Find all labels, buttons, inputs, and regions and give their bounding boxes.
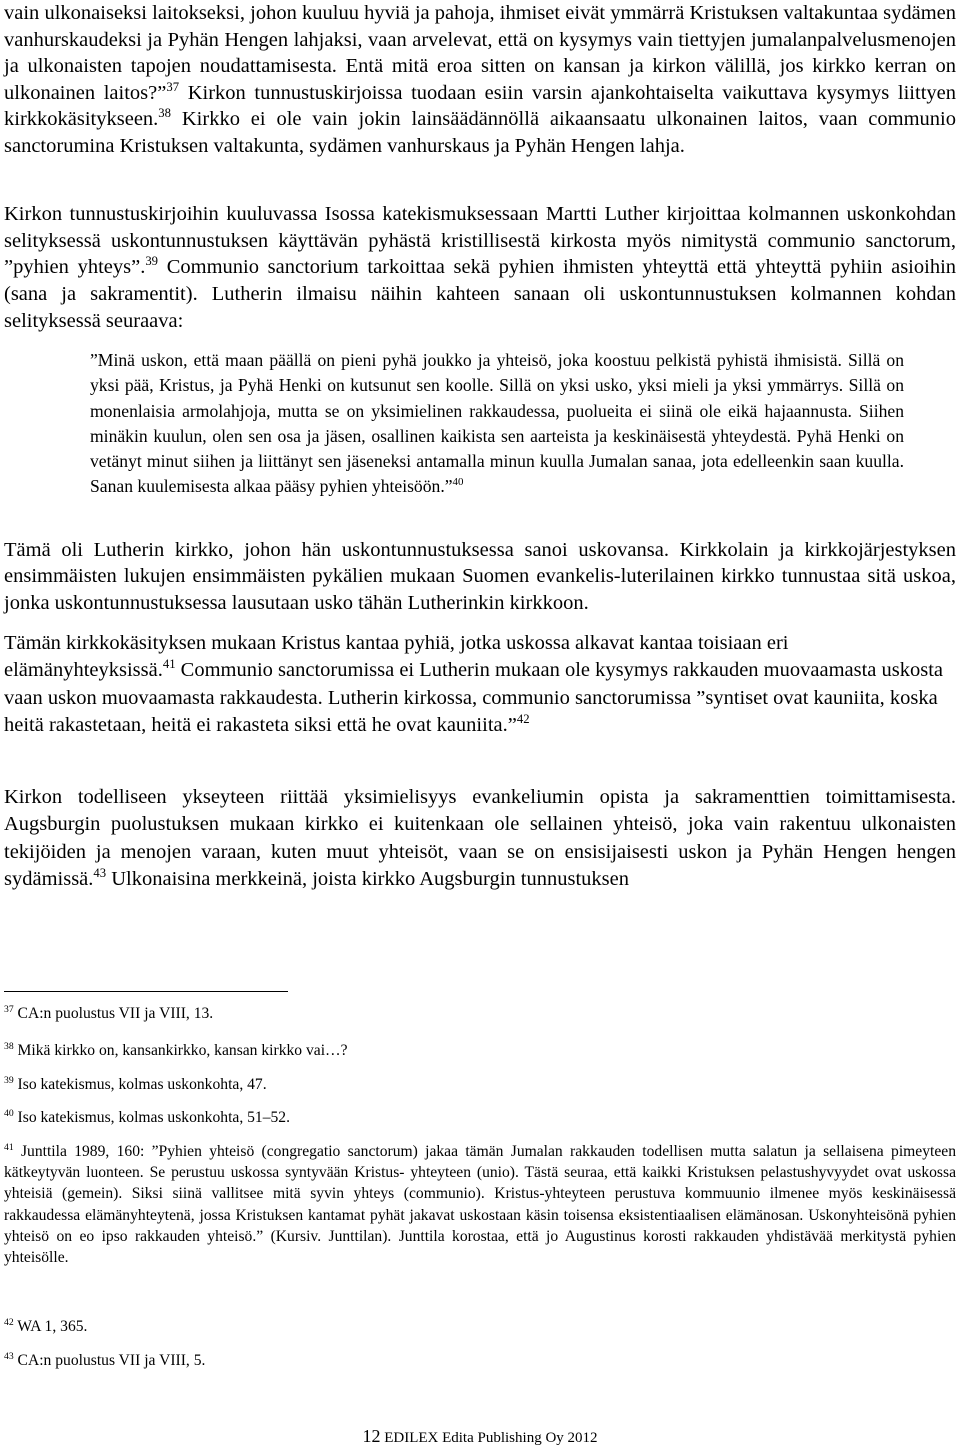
paragraph-text: Communio sanctorumissa ei Lutherin mukaan ole kysymys rakkauden muovaamasta uskosta vaan uskon muovaamasta rakkaudesta. Lutherin kirkossa, communio sanctorumissa ”syntiset ovat kauniita, koska heitä rakastetaan, heitä ei rakasteta siksi että he ovat kauniita.”	[4, 659, 944, 737]
paragraph-text: Kirkon tunnustuskirjoissa tuodaan esiin varsin ajankohtaiselta vaikuttava kysymys liittyen kirkkokäsitykseen.	[4, 81, 956, 130]
page-number: 12	[362, 1426, 381, 1446]
paragraph-5	[4, 784, 956, 894]
footnote-text: CA:n puolustus VII ja VIII, 13.	[13, 1005, 214, 1022]
paragraph-text: Kirkon tunnustuskirjoihin kuuluvassa Isossa katekismuksessaan Martti Luther kirjoittaa kolmannen uskonkohdan selityksessä uskontunnustuksen käyttävän pyhästä kristillisestä kirkosta myös nimitystä communio sanctorum, ”pyhien yhteys”.	[4, 203, 956, 279]
footnote-ref-41[interactable]: 41	[162, 657, 176, 672]
footnote-ref-43[interactable]: 43	[93, 866, 107, 881]
footnote-separator	[4, 991, 288, 992]
footnote-42	[4, 1316, 956, 1338]
footnote-ref-42[interactable]: 42	[516, 712, 530, 727]
paragraph-text: Communio sanctorium tarkoittaa sekä pyhien ihmisten yhteyttä että yhteyttä pyhiin asioihin (sana ja sakramentit). Lutherin ilmaisu näihin kahteen sanaan oli uskontunnustuksen kolmannen kohdan selityksessä seuraava:	[4, 256, 957, 332]
footnote-ref-40[interactable]: 40	[452, 476, 464, 489]
footnote-ref-39[interactable]: 39	[145, 254, 159, 269]
footnote-number: 43	[4, 1350, 14, 1362]
footnote-text: Mikä kirkko on, kansankirkko, kansan kirkko vai…?	[13, 1042, 348, 1059]
paragraph-text: Kirkon todelliseen ykseyteen riittää yksimielisyys evankeliumin opista ja sakramenttien toimittamisesta. Augsburgin puolustuksen mukaan kirkko ei kuitenkaan ole sellainen yhteisö, joka vain rakentuu ulkonaisten tekijöiden ja menojen varaan, kuten muut yhteisöt, vaan se on ensisijaisesti uskon ja Pyhän Hengen hengen sydämissä.	[4, 786, 956, 891]
footnote-43	[4, 1350, 956, 1372]
footnote-number: 42	[4, 1316, 14, 1328]
footnote-text: WA 1, 365.	[13, 1318, 88, 1335]
paragraph-2	[4, 201, 956, 335]
footnote-text: Junttila 1989, 160: ”Pyhien yhteisö (congregatio sanctorum) jakaa tämän Jumalan rakkauden todellisen mutta salatun ja sellaisena pimeyteen kätkeytyvän luonteen. Se perustuu uskossa syntyvään Kristus- yhteyteen (unio). Tästä seuraa, että kaikki Kristuksen pelastushyvyydet ovat uskossa yhteisiä (gemein). Siksi siinä vallitsee mitä syvin yhteys (communio). Kristus-yhteyteen perustuva kommuunio ilmenee myös keskinäisessä rakkaudessa elämänyhteytenä, jossa Kristuksen kantamat pyhät jakavat uskostaan käsin toisensa eksistentiaalisen elämänosan. Uskonyhteisönä pyhien yhteisö on eo ipso rakkauden yhteisö.” (Kursiv. Junttilan). Junttila korostaa, että jo Augustinus korosti rakkauden yhdistävää merkitystä pyhien yhteisölle.	[4, 1143, 956, 1267]
paragraph-1	[4, 0, 956, 159]
paragraph-4	[4, 630, 956, 740]
footnote-ref-37[interactable]: 37	[166, 79, 180, 94]
footnote-40	[4, 1107, 956, 1129]
footnote-number: 38	[4, 1040, 14, 1052]
footnote-41	[4, 1141, 956, 1268]
footnote-text: Iso katekismus, kolmas uskonkohta, 47.	[13, 1076, 267, 1093]
paragraph-text: Kirkko ei ole vain jokin lainsäädännöllä aikaansaatu ulkonainen laitos, vaan communio sanctorumina Kristuksen valtakunta, sydämen vanhurskaus ja Pyhän Hengen lahja.	[4, 108, 956, 157]
footnote-text: CA:n puolustus VII ja VIII, 5.	[13, 1352, 206, 1369]
footnote-number: 39	[4, 1074, 14, 1086]
footnote-37	[4, 1003, 956, 1025]
quote-text: ”Minä uskon, että maan päällä on pieni pyhä joukko ja yhteisö, joka koostuu pelkistä pyhistä ihmisistä. Sillä on yksi pää, Kristus, ja Pyhä Henki on kutsunut sen koolle. Sillä on yksi usko, yksi mieli ja yksi ymmärrys. Sillä on monenlaisia armolahjoja, mutta se on yksimielinen rakkaudessa, puolueita ei siinä ole eikä hajaannusta. Siihen minäkin kuulun, olen sen osa ja jäsen, osallinen kaikista sen aarteista ja keskinäisestä yhteydestä. Pyhä Henki on vetänyt minut siihen ja liittänyt sen jäseneksi antamalla minun kuulla Jumalan sanaa, jota edelleenkin saan kuulla. Sanan kuulemisesta alkaa pääsy pyhien yhteisöön.”	[90, 350, 904, 497]
footnote-38	[4, 1040, 956, 1062]
paragraph-text: vain ulkonaiseksi laitokseksi, johon kuuluu hyviä ja pahoja, ihmiset eivät ymmärrä Kristuksen valtakuntaa sydämen vanhurskaudeksi ja Pyhän Hengen lahjaksi, vaan arvelevat, että on kysymys vain tiettyjen jumalanpalvelusmenojen ja ulkonaisten tapojen noudattamisesta. Entä mitä eroa sitten on kansan ja kirkon välillä, jos kirkko kerran on ulkonainen laitos?”	[4, 2, 956, 104]
paragraph-text: Tämä oli Lutherin kirkko, johon hän uskontunnustuksessa sanoi uskovansa. Kirkkolain ja kirkkojärjestyksen ensimmäisten lukujen ensimmäisten pykälien mukaan Suomen evankelis-luterilainen kirkko tunnustaa sitä uskoa, jonka uskontunnustuksessa lausutaan usko tähän Lutherinkin kirkkoon.	[4, 539, 956, 614]
footnote-number: 40	[4, 1107, 14, 1119]
footnote-number: 37	[4, 1003, 14, 1015]
block-quote	[90, 348, 904, 500]
paragraph-text: Ulkonaisina merkkeinä, joista kirkko Augsburgin tunnustuksen	[106, 868, 629, 891]
footnote-39	[4, 1074, 956, 1096]
paragraph-3	[4, 537, 956, 616]
footnote-number: 41	[4, 1141, 14, 1153]
page-footer	[0, 1425, 960, 1449]
footnote-text: Iso katekismus, kolmas uskonkohta, 51–52.	[13, 1109, 290, 1126]
footnote-ref-38[interactable]: 38	[158, 106, 171, 121]
paragraph-text: Tämän kirkkokäsityksen mukaan Kristus kantaa pyhiä, jotka uskossa alkavat kantaa toisiaan eri elämänyhteyksissä.	[4, 632, 789, 682]
publisher-credit: EDILEX Edita Publishing Oy 2012	[380, 1430, 598, 1446]
